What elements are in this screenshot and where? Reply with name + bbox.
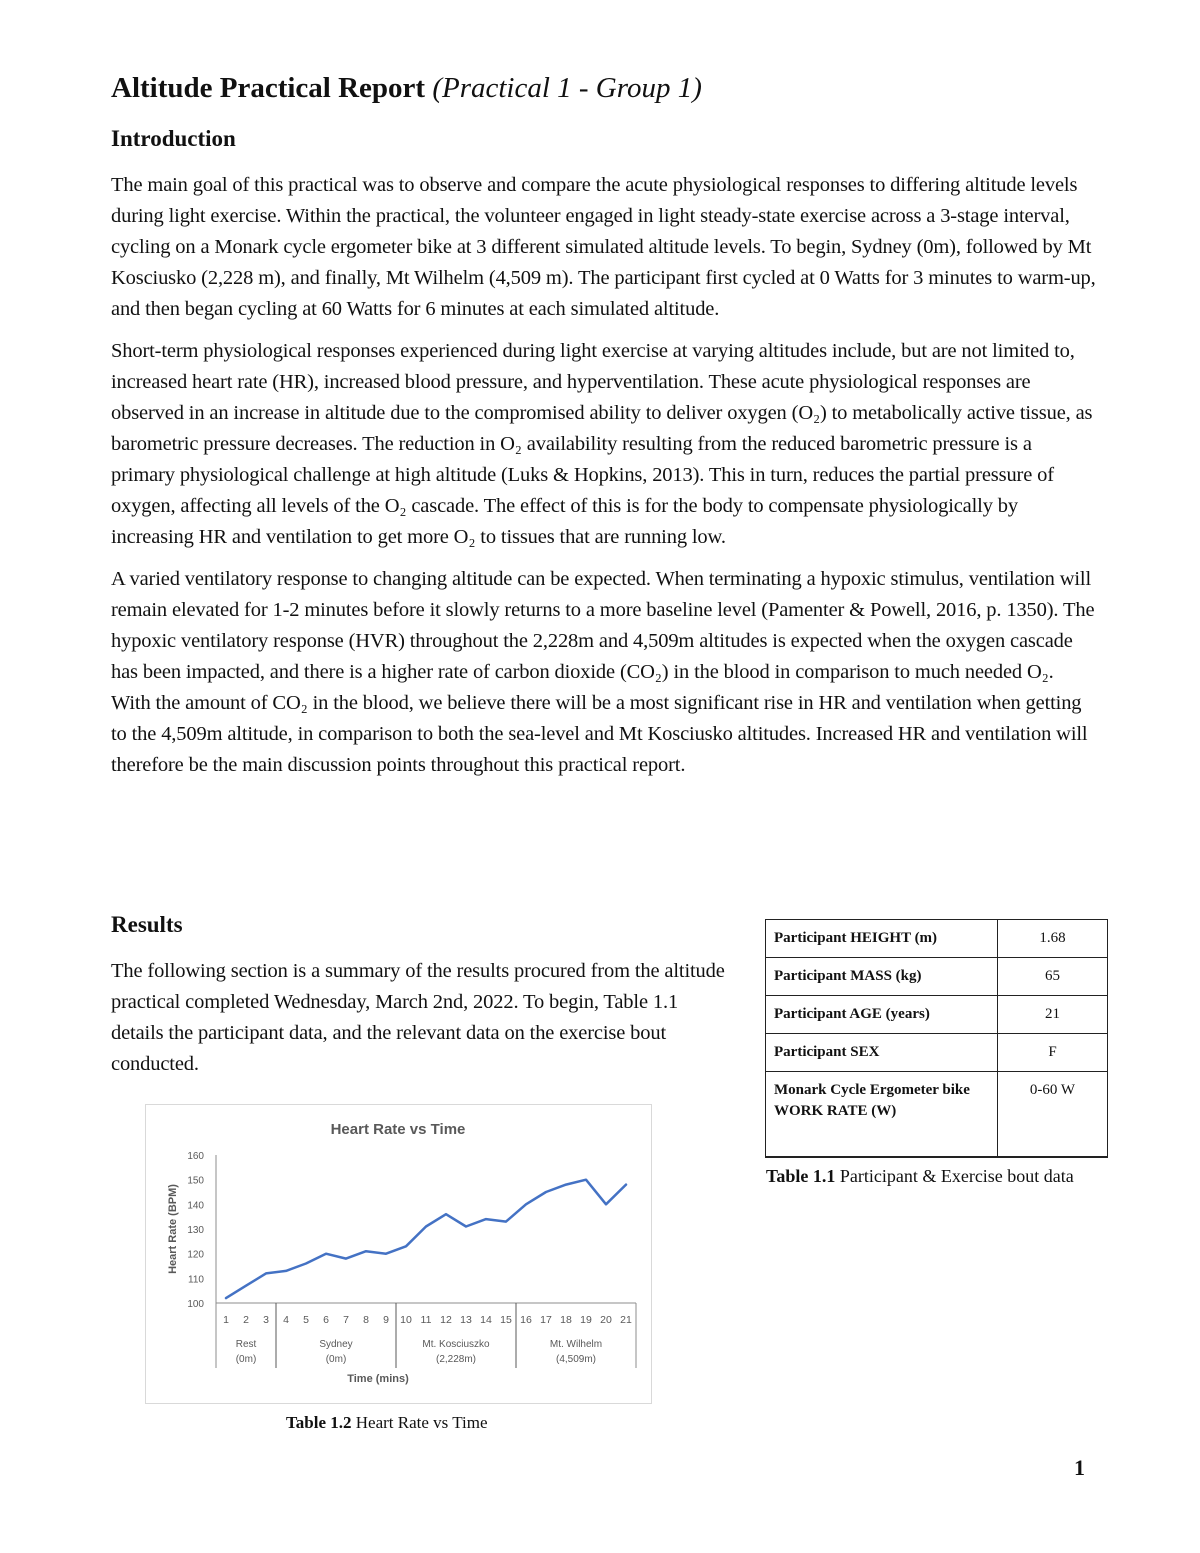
heart-rate-line (226, 1180, 626, 1298)
caption-text: Participant & Exercise bout data (835, 1166, 1074, 1186)
caption-label: Table 1.1 (766, 1166, 836, 1186)
x-tick-label: 1 (223, 1314, 229, 1326)
x-tick-label: 10 (400, 1314, 412, 1326)
table-1-1-caption (766, 1166, 1074, 1187)
page-number: 1 (1074, 1455, 1085, 1480)
results-heading: Results (111, 912, 183, 937)
group-label: Mt. Wilhelm (549, 1339, 603, 1350)
x-tick-label: 7 (343, 1314, 349, 1326)
x-tick-label: 5 (303, 1314, 309, 1326)
intro-paragraph-1: The main goal of this practical was to observe and compare the acute physiological responses to differing altitude levels during light exercise. Within the practical, the volunteer engaged in light steady-state exercise across a 3-stage interval, cycling on a Monark cycle ergometer bike at 3 different simulated altitude levels. To begin, Sydney (0m), followed by Mt Kosciusko (2,228 m), and finally, Mt Wilhelm (4,509 m). The participant first cycled at 0 Watts for 3 minutes to warm-up, and then began cycling at 60 Watts for 6 minutes at each simulated altitude. (111, 174, 1096, 320)
table-row (766, 1034, 1108, 1072)
table-cell-label: Participant MASS (kg) (766, 958, 998, 996)
x-tick-label: 14 (480, 1314, 492, 1326)
y-tick-label: 130 (187, 1225, 204, 1236)
table-cell-value: 0-60 W (998, 1072, 1108, 1158)
title-main: Altitude Practical Report (111, 72, 426, 104)
group-label: Mt. Kosciuszko (422, 1339, 490, 1350)
x-tick-label: 3 (263, 1314, 269, 1326)
table-cell-label: Participant HEIGHT (m) (766, 920, 998, 958)
group-sublabel: (2,228m) (435, 1354, 477, 1365)
x-tick-label: 15 (500, 1314, 512, 1326)
x-tick-label: 16 (520, 1314, 532, 1326)
group-sublabel: (0m) (235, 1354, 257, 1365)
table-row (766, 1072, 1108, 1158)
table-cell-value: F (998, 1034, 1108, 1072)
caption-label: Table 1.2 (286, 1413, 352, 1432)
table-cell-value: 21 (998, 996, 1108, 1034)
x-tick-label: 11 (420, 1314, 432, 1326)
document-title (111, 72, 702, 105)
table-cell-value: 1.68 (998, 920, 1108, 958)
table-cell-label: Participant SEX (766, 1034, 998, 1072)
x-tick-label: 17 (540, 1314, 552, 1326)
table-row (766, 920, 1108, 958)
x-tick-label: 20 (600, 1314, 612, 1326)
group-label: Rest (235, 1339, 257, 1350)
x-tick-label: 18 (560, 1314, 572, 1326)
x-axis-title: Time (mins) (347, 1373, 409, 1385)
x-tick-label: 21 (620, 1314, 632, 1326)
y-tick-label: 160 (187, 1151, 204, 1162)
group-sublabel: (4,509m) (555, 1354, 597, 1365)
participant-data-table (765, 919, 1108, 1158)
caption-text: Heart Rate vs Time (351, 1413, 488, 1432)
x-tick-label: 12 (440, 1314, 452, 1326)
y-tick-label: 140 (187, 1200, 204, 1212)
y-tick-label: 100 (187, 1299, 204, 1310)
x-tick-label: 4 (283, 1314, 289, 1326)
y-axis-title: Heart Rate (BPM) (167, 1184, 179, 1274)
table-cell-value: 65 (998, 958, 1108, 996)
table-row (766, 958, 1108, 996)
x-tick-label: 6 (323, 1314, 329, 1326)
table-row (766, 996, 1108, 1034)
chart-title: Heart Rate vs Time (330, 1121, 466, 1138)
intro-paragraph-3: A varied ventilatory response to changing altitude can be expected. When terminating a hypoxic stimulus, ventilation will remain elevated for 1-2 minutes before it slowly returns to a more baseline level (Pamenter & Powell, 2016, p. 1350). The hypoxic ventilatory response (HVR) throughout the 2,228m and 4,509m altitudes is expected when the oxygen cascade has been impacted, and there is a higher rate of carbon dioxide (CO₂) in the blood in comparison to much needed O₂. With the amount of CO₂ in the blood, we believe there will be a most significant rise in HR and ventilation when getting to the 4,509m altitude, in comparison to both the sea-level and Mt Kosciusko altitudes. Increased HR and ventilation will therefore be the main discussion points throughout this practical report. (111, 568, 1095, 776)
table-cell-label: Participant AGE (years) (766, 996, 998, 1034)
results-paragraph: The following section is a summary of the results procured from the altitude practical completed Wednesday, March 2nd, 2022. To begin, Table 1.1 details the participant data, and the relevant data on the exercise bout conducted. (111, 960, 725, 1075)
y-tick-label: 150 (187, 1175, 204, 1187)
x-tick-label: 2 (243, 1314, 249, 1326)
x-tick-label: 9 (383, 1314, 389, 1326)
introduction-body (111, 170, 1096, 781)
heart-rate-chart (145, 1104, 652, 1404)
table-1-2-caption (286, 1413, 488, 1433)
table-cell-label: Monark Cycle Ergometer bike WORK RATE (W) (766, 1072, 998, 1158)
chart-canvas (146, 1105, 651, 1403)
x-tick-label: 8 (363, 1314, 369, 1326)
x-tick-label: 13 (460, 1314, 472, 1326)
intro-paragraph-2: Short-term physiological responses experienced during light exercise at varying altitudes include, but are not limited to, increased heart rate (HR), increased blood pressure, and hyperventilation. These acute physiological responses are observed in an increase in altitude due to the compromised ability to deliver oxygen (O₂) to metabolically active tissue, as barometric pressure decreases. The reduction in O₂ availability resulting from the reduced barometric pressure is a primary physiological challenge at high altitude (Luks & Hopkins, 2013). This in turn, reduces the partial pressure of oxygen, affecting all levels of the O₂ cascade. The effect of this is for the body to compensate physiologically by increasing HR and ventilation to get more O₂ to tissues that are running low. (111, 340, 1093, 548)
group-label: Sydney (319, 1339, 353, 1350)
introduction-heading: Introduction (111, 126, 236, 151)
group-sublabel: (0m) (325, 1354, 347, 1365)
x-tick-label: 19 (580, 1314, 592, 1326)
y-tick-label: 110 (188, 1274, 204, 1286)
y-tick-label: 120 (187, 1249, 204, 1261)
title-subtitle: (Practical 1 - Group 1) (432, 72, 702, 104)
